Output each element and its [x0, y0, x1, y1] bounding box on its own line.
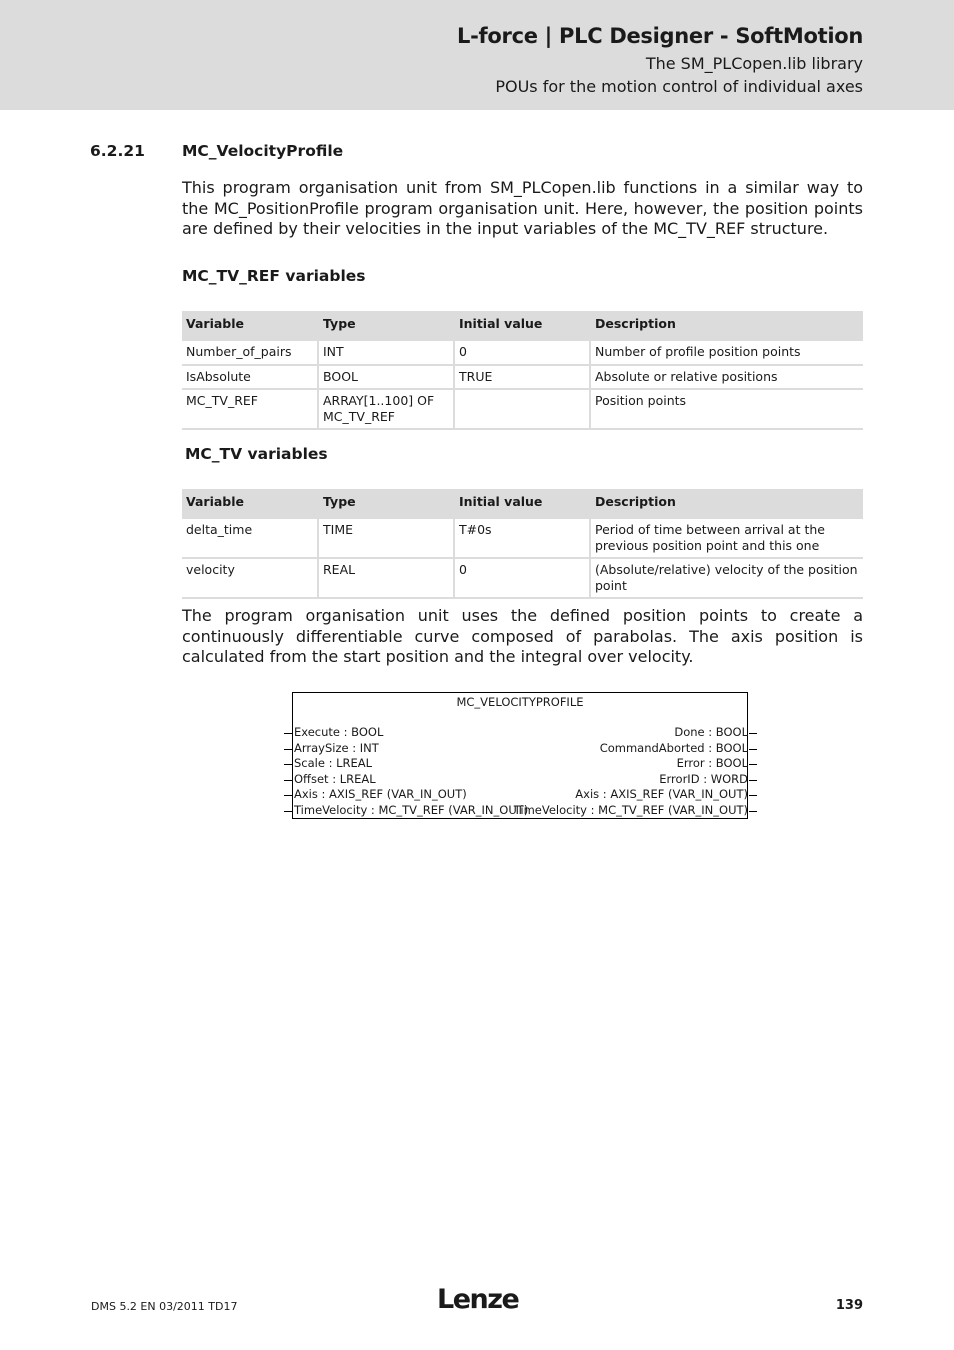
table-cell: Period of time between arrival at the previous position point and this one [590, 518, 863, 558]
table-row [182, 340, 863, 365]
table-row [182, 518, 863, 558]
table-header-row [182, 311, 863, 340]
fb-input-label: Execute : BOOL [294, 725, 384, 739]
table-cell: BOOL [318, 365, 454, 390]
fb-input-pin [284, 780, 292, 781]
table-cell: 0 [454, 340, 590, 365]
table1-heading: MC_TV_REF variables [182, 267, 366, 285]
table-cell: INT [318, 340, 454, 365]
fb-input-pin [284, 749, 292, 750]
mc-tv-ref-table [182, 311, 863, 430]
table-cell: 0 [454, 558, 590, 598]
table-cell: Absolute or relative positions [590, 365, 863, 390]
column-header: Type [318, 489, 454, 518]
fb-input-label: ArraySize : INT [294, 741, 379, 755]
table-cell [454, 389, 590, 429]
fb-output-pin [749, 795, 757, 796]
column-header: Initial value [454, 311, 590, 340]
fb-output-label: TimeVelocity : MC_TV_REF (VAR_IN_OUT) [513, 803, 748, 817]
column-header: Variable [182, 311, 318, 340]
page-header [0, 0, 954, 110]
table-cell: TIME [318, 518, 454, 558]
fb-input-pin [284, 811, 292, 812]
fb-input-label: Axis : AXIS_REF (VAR_IN_OUT) [294, 787, 467, 801]
lenze-logo: Lenze [437, 1284, 519, 1315]
fb-output-pin [749, 780, 757, 781]
table-cell: T#0s [454, 518, 590, 558]
column-header: Variable [182, 489, 318, 518]
section-number: 6.2.21 [90, 142, 145, 160]
document-title: L-force | PLC Designer - SoftMotion [457, 24, 863, 48]
fb-input-label: Scale : LREAL [294, 756, 373, 770]
fb-output-label: Done : BOOL [674, 725, 748, 739]
table-header-row [182, 489, 863, 518]
outro-paragraph: The program organisation unit uses the defined position points to create a continuously differentiable curve composed of parabolas. The axis position is calculated from the start position and the integral over velocity. [182, 606, 863, 666]
fb-input-label: TimeVelocity : MC_TV_REF (VAR_IN_OUT) [294, 803, 529, 817]
table-row [182, 365, 863, 390]
document-id: DMS 5.2 EN 03/2011 TD17 [91, 1300, 238, 1313]
table2-heading: MC_TV variables [185, 445, 328, 463]
table-cell: Number_of_pairs [182, 340, 318, 365]
table-cell: ARRAY[1..100] OF MC_TV_REF [318, 389, 454, 429]
fb-output-label: CommandAborted : BOOL [599, 741, 748, 755]
fb-output-pin [749, 749, 757, 750]
fb-output-label: Error : BOOL [676, 756, 748, 770]
fb-output-label: Axis : AXIS_REF (VAR_IN_OUT) [575, 787, 748, 801]
function-block-title: MC_VELOCITYPROFILE [456, 695, 584, 709]
table-cell: REAL [318, 558, 454, 598]
intro-paragraph: This program organisation unit from SM_PLCopen.lib functions in a similar way to the MC_PositionProfile program organisation unit. Here, however, the position points are defined by their velocities in the input variables of the MC_TV_REF structure. [182, 178, 863, 238]
table-row [182, 389, 863, 429]
table-cell: velocity [182, 558, 318, 598]
fb-input-label: Offset : LREAL [294, 772, 376, 786]
page-number: 139 [835, 1298, 863, 1313]
table-cell: (Absolute/relative) velocity of the position point [590, 558, 863, 598]
fb-input-pin [284, 764, 292, 765]
fb-input-pin [284, 733, 292, 734]
column-header: Description [590, 311, 863, 340]
table-cell: delta_time [182, 518, 318, 558]
fb-output-pin [749, 811, 757, 812]
table-row [182, 558, 863, 598]
table-cell: TRUE [454, 365, 590, 390]
column-header: Initial value [454, 489, 590, 518]
mc-tv-table [182, 489, 863, 599]
section-subtitle: POUs for the motion control of individual axes [495, 77, 863, 96]
chapter-subtitle: The SM_PLCopen.lib library [645, 54, 863, 73]
fb-output-label: ErrorID : WORD [659, 772, 748, 786]
table-cell: IsAbsolute [182, 365, 318, 390]
table-cell: MC_TV_REF [182, 389, 318, 429]
table-cell: Number of profile position points [590, 340, 863, 365]
fb-output-pin [749, 733, 757, 734]
fb-output-pin [749, 764, 757, 765]
table-cell: Position points [590, 389, 863, 429]
column-header: Description [590, 489, 863, 518]
column-header: Type [318, 311, 454, 340]
section-title: MC_VelocityProfile [182, 142, 344, 160]
fb-input-pin [284, 795, 292, 796]
